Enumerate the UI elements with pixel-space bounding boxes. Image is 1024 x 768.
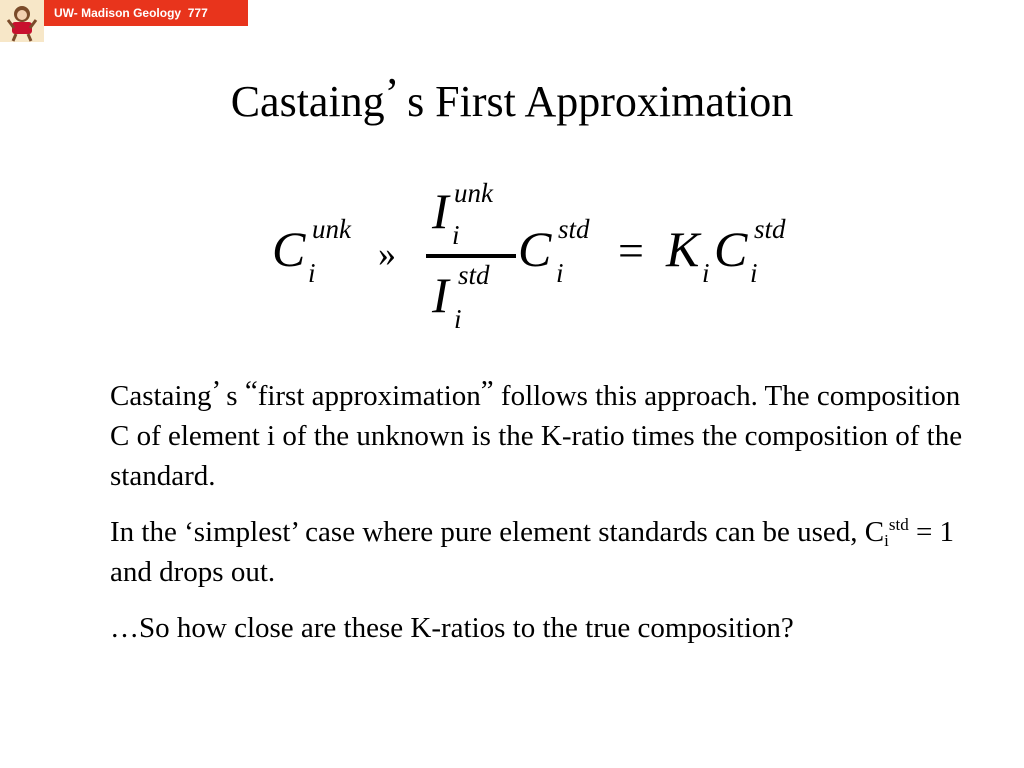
p1-text-d: follows this approach. The composition C of element i of the unknown is the K-ratio times the composition of the standard. xyxy=(110,380,963,492)
p2-superscript: std xyxy=(888,515,909,534)
eq-lhs-C: C xyxy=(272,221,306,277)
body-paragraph-3: …So how close are these K-ratios to the true composition? xyxy=(110,612,794,644)
eq-lhs-sup: unk xyxy=(312,214,351,244)
p1-text-a: Castaing xyxy=(110,380,212,412)
eq-den-sup: std xyxy=(458,260,490,290)
eq-rhs-C: C xyxy=(714,221,748,277)
p1-left-quote: “ xyxy=(244,375,258,407)
eq-den-I: I xyxy=(432,267,449,323)
eq-rhs-C-sup: std xyxy=(754,214,786,244)
eq-mid-sub: i xyxy=(556,258,564,288)
eq-rhs-K: K xyxy=(666,221,700,277)
eq-lhs-sub: i xyxy=(308,258,316,288)
title-part2: s First Approximation xyxy=(396,77,794,126)
p1-text-b: s xyxy=(219,380,245,412)
body-paragraph-1 xyxy=(110,376,970,496)
title-apostrophe: ’ xyxy=(384,69,397,118)
eq-mid-C: C xyxy=(518,221,552,277)
eq-fraction-bar xyxy=(426,254,516,258)
p2-text-a: In the ‘simplest’ case where pure element standards can be used, C xyxy=(110,516,885,548)
course-banner: UW- Madison Geology 777 xyxy=(44,0,248,26)
p1-apostrophe: ’ xyxy=(211,375,220,407)
body-paragraph-2 xyxy=(110,512,970,592)
eq-rhs-C-sub: i xyxy=(750,258,758,288)
castaing-equation xyxy=(0,160,1024,340)
eq-num-sup: unk xyxy=(454,178,493,208)
eq-mid-sup: std xyxy=(558,214,590,244)
eq-den-sub: i xyxy=(454,304,462,334)
eq-equals-sign: = xyxy=(618,225,644,276)
p2-subscript: i xyxy=(884,531,889,550)
eq-approx-sign: » xyxy=(378,234,396,274)
slide-title xyxy=(0,69,1024,132)
slide-body xyxy=(110,376,970,664)
title-part1: Castaing xyxy=(230,77,385,126)
p1-text-c: first approximation xyxy=(257,380,481,412)
eq-num-sub: i xyxy=(452,220,460,250)
p1-right-quote: ” xyxy=(480,375,494,407)
p2-text-b: = 1 and drops out. xyxy=(110,516,955,588)
eq-num-I: I xyxy=(432,183,449,239)
eq-rhs-K-sub: i xyxy=(702,258,710,288)
badger-mascot-icon xyxy=(0,0,44,42)
